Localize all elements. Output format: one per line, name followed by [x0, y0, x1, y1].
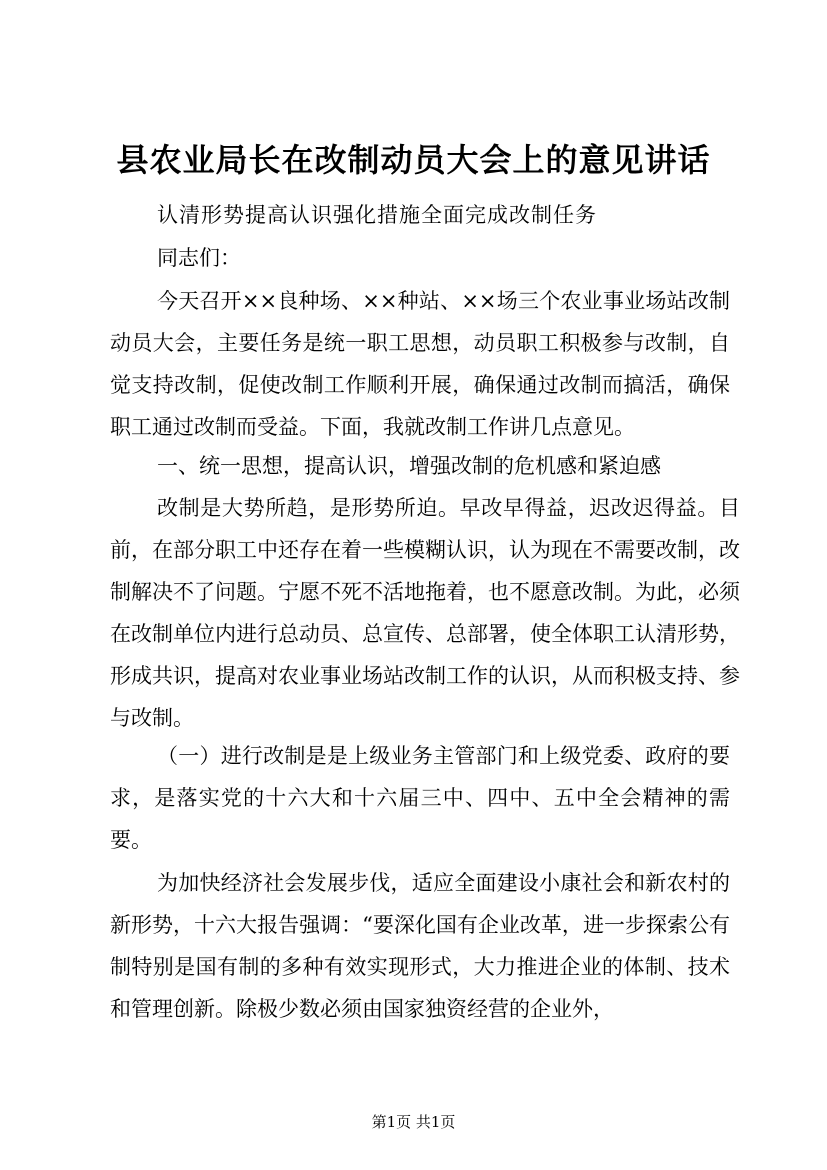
subsection-heading: （一）进行改制是是上级业务主管部门和上级党委、政府的要求，是落实党的十六大和十六届三中、四中、五中全会精神的需要。 — [110, 744, 730, 852]
paragraph-intro: 今天召开××良种场、××种站、××场三个农业事业场站改制动员大会，主要任务是统一职工思想，动员职工积极参与改制，自觉支持改制，促使改制工作顺利开展，确保通过改制而搞活，确保职工通过改制而受益。下面，我就改制工作讲几点意见。 — [110, 289, 730, 439]
paragraph-body: 为加快经济社会发展步伐，适应全面建设小康社会和新农村的新形势，十六大报告强调：“要深化国有企业改革，进一步探索公有制特别是国有制的多种有效实现形式，大力推进企业的体制、技术和管理创新。除极少数必须由国家独资经营的企业外， — [110, 871, 730, 1021]
section-heading: 一、统一思想，提高认识，增强改制的危机感和紧迫感 — [157, 454, 661, 478]
page-number-footer: 第1页 共1页 — [371, 1113, 456, 1131]
document-title: 县农业局长在改制动员大会上的意见讲话 — [116, 141, 711, 179]
salutation: 同志们： — [157, 246, 241, 270]
document-subtitle: 认清形势提高认识强化措施全面完成改制任务 — [157, 203, 597, 227]
paragraph-body: 改制是大势所趋，是形势所迫。早改早得益，迟改迟得益。目前，在部分职工中还存在着一些模糊认识，认为现在不需要改制，改制解决不了问题。宁愿不死不活地拖着，也不愿意改制。为此，必须在改制单位内进行总动员、总宣传、总部署，使全体职工认清形势，形成共识，提高对农业事业场站改制工作的认识，从而积极支持、参与改制。 — [110, 496, 740, 730]
